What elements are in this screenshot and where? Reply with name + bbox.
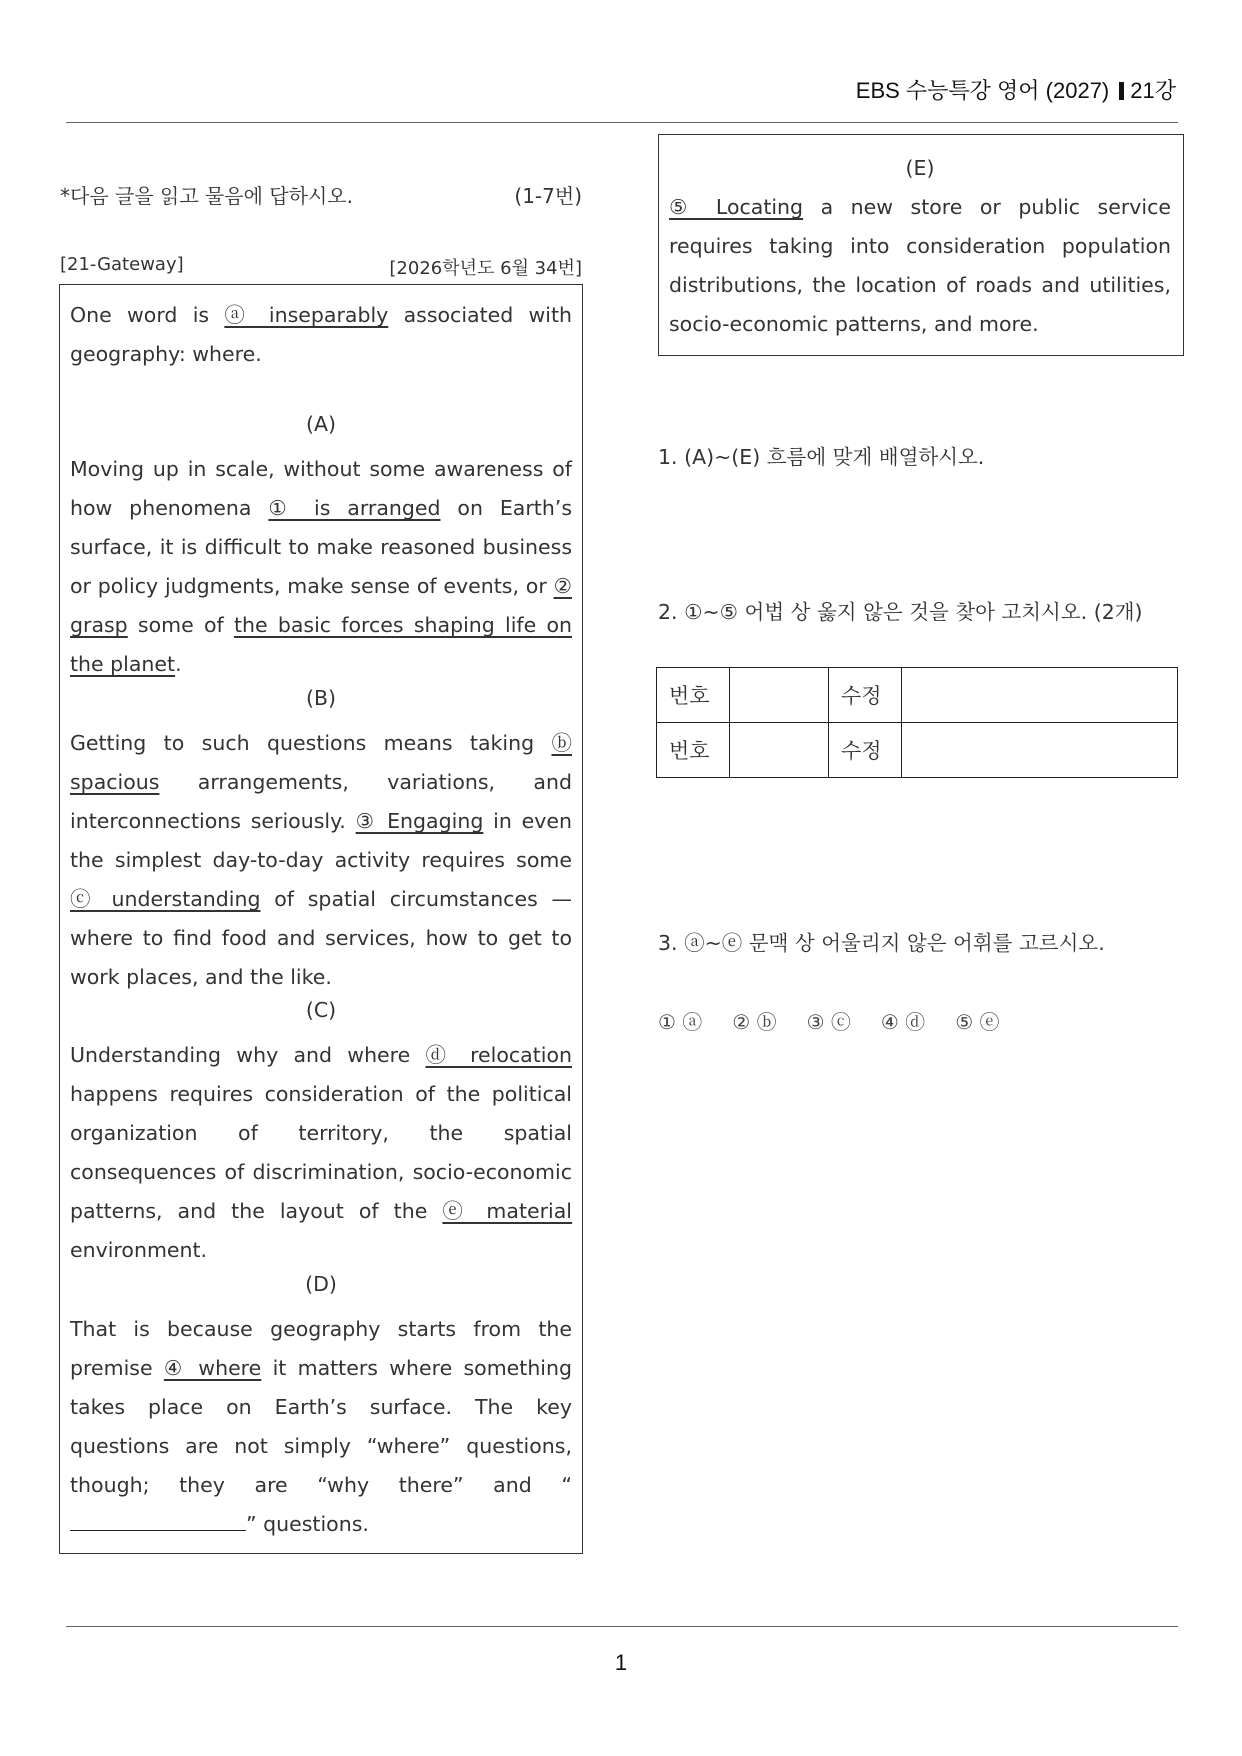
text: That is because geography starts from the premise — [70, 1317, 572, 1380]
text: One word is — [70, 303, 225, 327]
text: of spatial circumstances — where to find food and services, how to get to work places, and the like. — [70, 887, 572, 989]
paragraph-label-c: (C) — [305, 998, 337, 1022]
underlined-word: ⑤ Locating — [669, 195, 804, 219]
header-title: EBS 수능특강 영어 (2027) — [855, 78, 1110, 103]
text: Moving up in scale, without some awareness of how phenomena — [70, 457, 572, 520]
answer-blank[interactable] — [70, 1512, 246, 1531]
page-header — [856, 74, 1176, 105]
paragraph-label-e: (E) — [905, 156, 935, 180]
instruction-text: *다음 글을 읽고 물음에 답하시오. — [60, 184, 353, 208]
question-1: 1. (A)~(E) 흐름에 맞게 배열하시오. — [658, 445, 985, 469]
underlined-word: ③ Engaging — [355, 809, 484, 833]
underlined-word: ⓒ understanding — [70, 887, 261, 911]
underlined-word: ⓔ material — [442, 1199, 572, 1223]
underlined-word: ⓐ inseparably — [224, 303, 389, 327]
number-input-cell[interactable] — [730, 668, 829, 723]
text: environment. — [70, 1238, 208, 1262]
text: Getting to such questions means taking — [70, 731, 552, 755]
question-range: (1-7번) — [514, 184, 582, 208]
fix-label-cell: 수정 — [829, 668, 902, 723]
source-line — [60, 254, 582, 279]
source-right: [2026학년도 6월 34번] — [389, 258, 582, 279]
text: ” questions. — [246, 1512, 369, 1536]
number-label-cell: 번호 — [657, 668, 730, 723]
option-4[interactable]: ④ ⓓ — [880, 1010, 926, 1034]
underlined-word: ⓓ relocation — [425, 1043, 572, 1067]
number-input-cell[interactable] — [730, 723, 829, 778]
text: some of — [127, 613, 234, 637]
page-number: 1 — [614, 1650, 628, 1675]
text: a new store or public service requires taking into consideration population distributions, the location of roads and utilities, socio-economic patterns, and more. — [669, 195, 1171, 336]
text: happens requires consideration of the political organization of territory, the spatial consequences of discrimination, socio-economic patterns, and the layout of the — [70, 1082, 572, 1223]
paragraph-c — [70, 1036, 572, 1270]
source-left: [21-Gateway] — [60, 254, 184, 275]
option-5[interactable]: ⑤ ⓔ — [955, 1010, 1000, 1034]
fix-label-cell: 수정 — [829, 723, 902, 778]
text: . — [175, 652, 182, 676]
option-2[interactable]: ② ⓑ — [732, 1010, 777, 1034]
text: it matters where something takes place on Earth’s surface. The key questions are not simply “where” questions, though; they are “why there” and “ — [70, 1356, 573, 1497]
option-3[interactable]: ③ ⓒ — [806, 1010, 851, 1034]
paragraph-e — [669, 188, 1171, 344]
question-3: 3. ⓐ~ⓔ 문맥 상 어울리지 않은 어휘를 고르시오. — [658, 931, 1105, 955]
text: in even the simplest day-to-day activity requires some — [70, 809, 572, 872]
text: arrangements, variations, and interconnections seriously. — [70, 770, 572, 833]
number-label-cell: 번호 — [657, 723, 730, 778]
underlined-word: ⓑ spacious — [70, 731, 572, 794]
footer-rule — [66, 1626, 1178, 1627]
header-rule — [66, 122, 1178, 123]
paragraph-label-a: (A) — [305, 412, 337, 436]
text: associated with geography: where. — [70, 303, 573, 366]
underlined-phrase: ② grasp — [70, 574, 572, 637]
text: Understanding why and where — [70, 1043, 426, 1067]
paragraph-label-b: (B) — [305, 686, 337, 710]
table-row — [657, 668, 1178, 723]
option-1[interactable]: ① ⓐ — [658, 1010, 703, 1034]
paragraph-label-d: (D) — [305, 1272, 337, 1296]
paragraph-b — [70, 724, 572, 997]
instruction-line — [60, 180, 582, 209]
answer-table — [656, 667, 1178, 778]
header-bar-icon — [1119, 82, 1124, 100]
answer-options — [658, 1006, 1029, 1035]
paragraph-d — [70, 1310, 572, 1544]
fix-input-cell[interactable] — [902, 723, 1178, 778]
passage-intro — [70, 296, 572, 374]
table-row — [657, 723, 1178, 778]
question-2: 2. ①~⑤ 어법 상 옳지 않은 것을 찾아 고치시오. (2개) — [658, 600, 1143, 624]
paragraph-a — [70, 450, 572, 684]
underlined-word: ④ where — [163, 1356, 262, 1380]
underlined-phrase: the basic forces shaping life on the planet — [70, 613, 572, 676]
underlined-phrase: ① is arranged — [268, 496, 441, 520]
header-lesson: 21강 — [1130, 78, 1176, 103]
text: on Earth’s surface, it is difficult to make reasoned business or policy judgments, make sense of events, or — [70, 496, 573, 598]
fix-input-cell[interactable] — [902, 668, 1178, 723]
